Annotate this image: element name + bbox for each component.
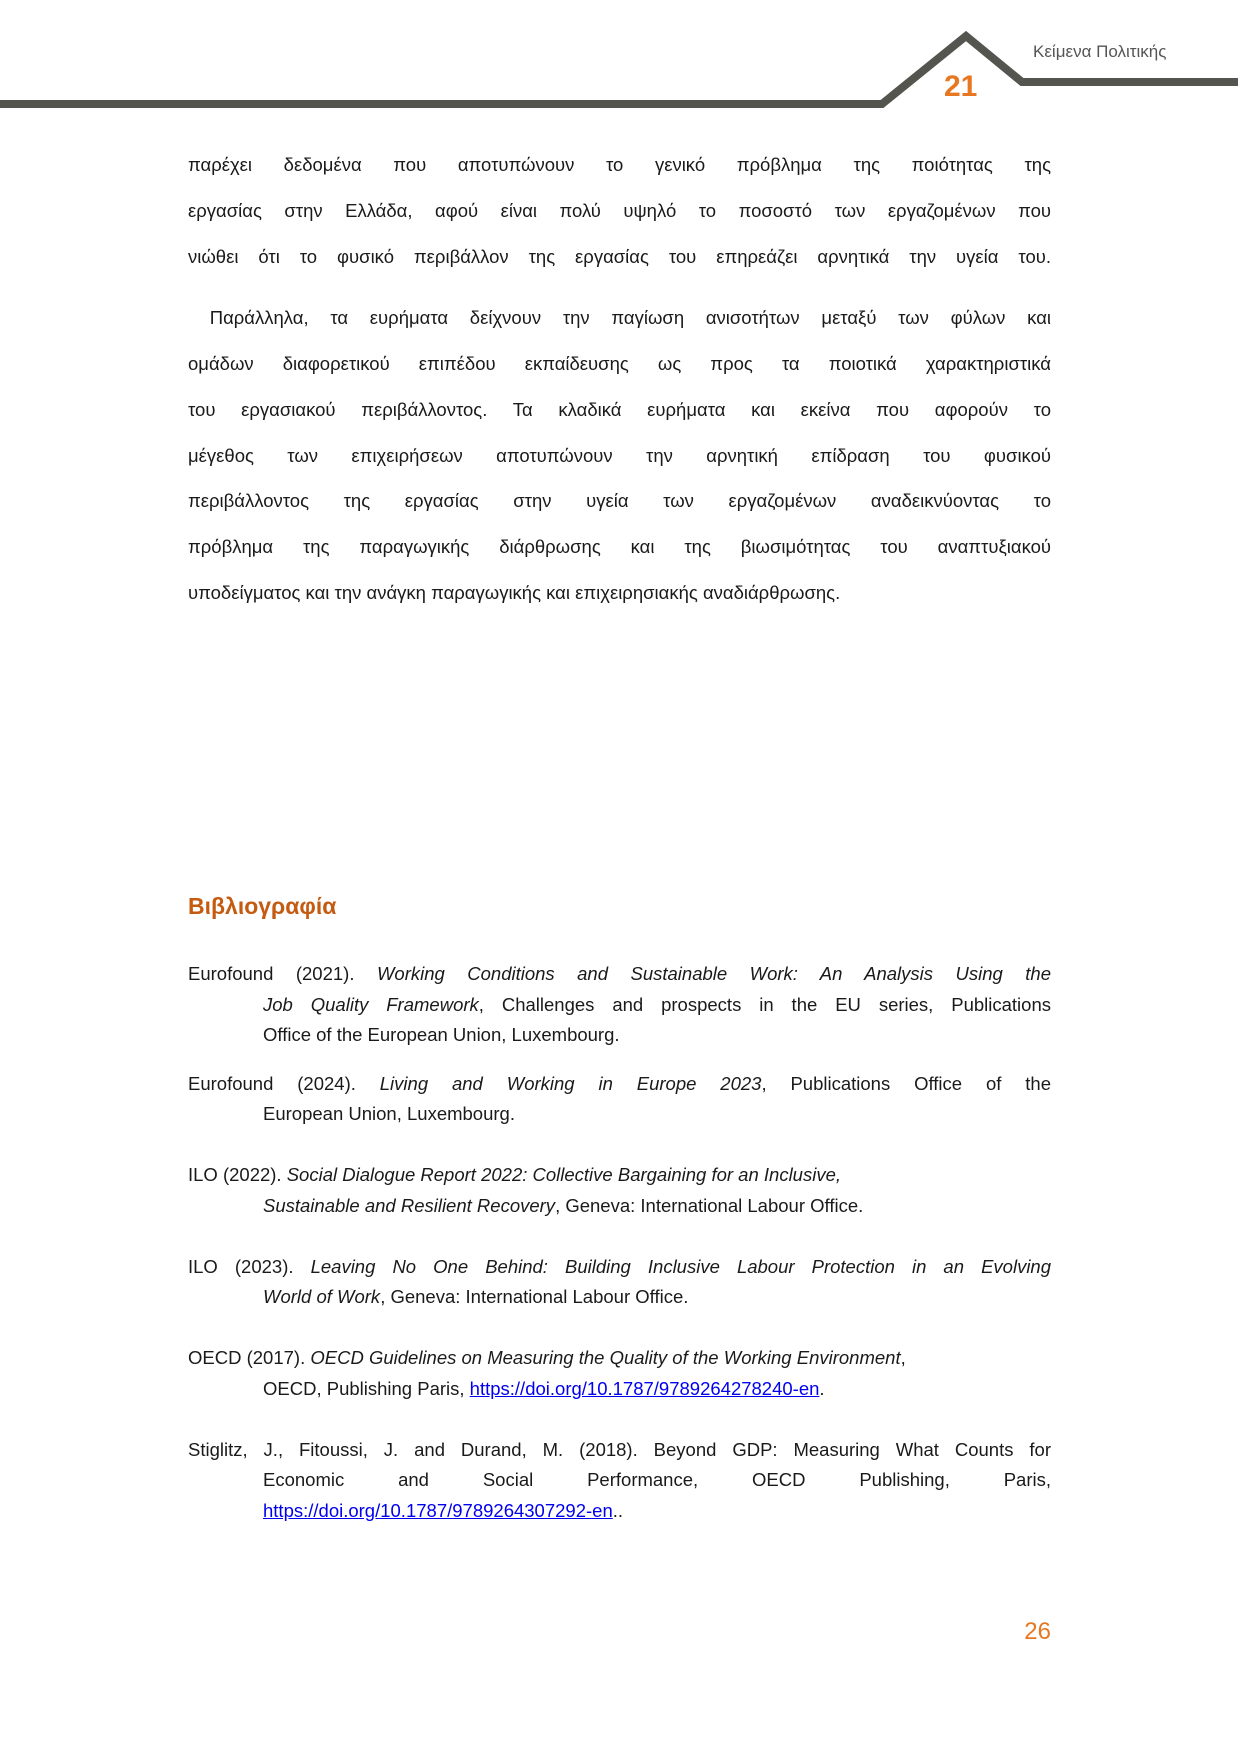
reference-line xyxy=(263,1285,1051,1309)
doi-link[interactable]: https://doi.org/10.1787/9789264307292-en xyxy=(263,1500,613,1521)
body-line: περιβάλλοντος της εργασίας στην υγεία των εργαζομένων αναδεικνύοντας το xyxy=(188,490,1051,511)
body-line: ομάδων διαφορετικού επιπέδου εκπαίδευσης ως προς τα ποιοτικά χαρακτηριστικά xyxy=(188,353,1051,374)
body-line: νιώθει ότι το φυσικό περιβάλλον της εργασίας του επηρεάζει αρνητικά την υγεία του. xyxy=(188,246,1051,267)
ref-author: ILO (2022). xyxy=(188,1164,287,1185)
ref-author: ILO (2023). xyxy=(188,1256,311,1277)
reference-line: Office of the European Union, Luxembourg. xyxy=(263,1024,620,1045)
reference-line xyxy=(263,1377,1051,1401)
ref-title: Working Conditions and Sustainable Work: An Analysis Using the xyxy=(376,963,1051,984)
body-line: του εργασιακού περιβάλλοντος. Τα κλαδικά ευρήματα και εκείνα που αφορούν το xyxy=(188,399,1051,420)
body-line: πρόβλημα της παραγωγικής διάρθρωσης και της βιωσιμότητας του αναπτυξιακού xyxy=(188,536,1051,557)
reference-line xyxy=(263,993,1051,1017)
body-line: παρέχει δεδομένα που αποτυπώνουν το γενικό πρόβλημα της ποιότητας της xyxy=(188,154,1051,175)
reference-eurofound-2021 xyxy=(188,962,1051,986)
bibliography-heading: Βιβλιογραφία xyxy=(188,893,337,919)
ref-title: Social Dialogue Report 2022: Collective Bargaining for an Inclusive, xyxy=(286,1164,842,1185)
issue-number: 21 xyxy=(944,70,978,103)
ref-text: , Challenges and prospects in the EU series, Publications xyxy=(478,994,1051,1015)
series-title: Κείμενα Πολιτικής xyxy=(1033,42,1167,61)
ref-text: , Geneva: International Labour Office. xyxy=(555,1195,864,1216)
reference-line: European Union, Luxembourg. xyxy=(263,1103,515,1124)
ref-text: , xyxy=(900,1347,906,1368)
body-line: Παράλληλα, τα ευρήματα δείχνουν την παγίωση ανισοτήτων μεταξύ των φύλων και xyxy=(188,307,1051,328)
doi-link[interactable]: https://doi.org/10.1787/9789264278240-en xyxy=(469,1378,820,1399)
ref-text: , Geneva: International Labour Office. xyxy=(380,1286,689,1307)
ref-text: . xyxy=(819,1378,825,1399)
body-line: εργασίας στην Ελλάδα, αφού είναι πολύ υψηλό το ποσοστό των εργαζομένων που xyxy=(188,200,1051,221)
reference-eurofound-2024 xyxy=(188,1072,1051,1096)
ref-author: Eurofound (2021). xyxy=(188,963,377,984)
page-number: 26 xyxy=(1024,1618,1051,1645)
reference-ilo-2022 xyxy=(188,1163,1051,1187)
reference-ilo-2023 xyxy=(188,1255,1051,1279)
ref-title: OECD Guidelines on Measuring the Quality of the Working Environment xyxy=(310,1347,901,1368)
body-line: υποδείγματος και την ανάγκη παραγωγικής και επιχειρησιακής αναδιάρθρωσης. xyxy=(188,582,841,603)
body-line: μέγεθος των επιχειρήσεων αποτυπώνουν την αρνητική επίδραση του φυσικού xyxy=(188,445,1051,466)
ref-title: Job Quality Framework xyxy=(263,994,479,1015)
ref-title: Living and Working in Europe 2023 xyxy=(379,1073,762,1094)
reference-line: Economic and Social Performance, OECD Publishing, Paris, xyxy=(263,1469,1051,1490)
reference-oecd-2017 xyxy=(188,1346,1051,1370)
reference-line xyxy=(263,1499,1051,1523)
reference-line xyxy=(263,1194,1051,1218)
ref-author: Eurofound (2024). xyxy=(188,1073,380,1094)
reference-stiglitz-2018: Stiglitz, J., Fitoussi, J. and Durand, M. (2018). Beyond GDP: Measuring What Counts for xyxy=(188,1439,1051,1460)
ref-text: , Publications Office of the xyxy=(761,1073,1051,1094)
ref-title: World of Work xyxy=(263,1286,381,1307)
ref-title: Sustainable and Resilient Recovery xyxy=(263,1195,556,1216)
ref-author: OECD (2017). xyxy=(188,1347,311,1368)
ref-title: Leaving No One Behind: Building Inclusive Labour Protection in an Evolving xyxy=(310,1256,1052,1277)
ref-text: OECD, Publishing Paris, xyxy=(263,1378,470,1399)
ref-text: .. xyxy=(612,1500,624,1521)
